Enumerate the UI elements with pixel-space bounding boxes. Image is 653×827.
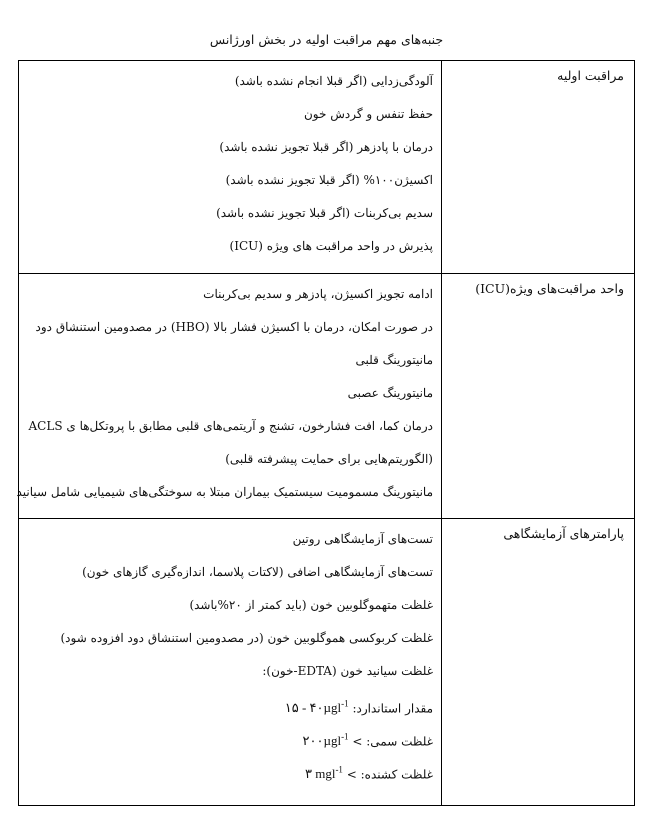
list-item: غلظت کربوکسی هموگلوبین خون (در مصدومین استنشاق دود افزوده شود) <box>60 631 433 645</box>
measure-label: غلظت کشنده: > <box>346 767 433 782</box>
measure-unit-exponent: -1 <box>335 765 343 775</box>
list-item: غلظت سیانید خون (EDTA-خون): <box>262 664 433 678</box>
table-caption: جنبه‌های مهم مراقبت اولیه در بخش اورژانس <box>209 32 444 47</box>
cyanide-lethal-level <box>25 754 433 787</box>
list-item: حفظ تنفس و گردش خون <box>303 107 433 121</box>
list-item: مانیتورینگ مسمومیت سیستمیک بیماران مبتلا به سوختگی‌های شیمیایی شامل سیانید <box>16 485 433 499</box>
measure-value <box>285 700 349 715</box>
content-cell <box>19 61 442 274</box>
measure-value <box>303 733 349 748</box>
list-item: پذیرش در واحد مراقبت های ویژه (ICU) <box>229 239 433 253</box>
list-item: اکسیژن۱۰۰% (اگر قبلا تجویز نشده باشد) <box>225 173 433 187</box>
measure-value-text: ۲۰۰µgl <box>302 733 342 749</box>
list-item: مانیتورینگ عصبی <box>347 386 433 400</box>
category-cell: مراقبت اولیه <box>442 61 635 274</box>
measure-label: غلظت سمی: > <box>352 734 433 749</box>
list-item: در صورت امکان، درمان با اکسیژن فشار بالا (HBO) در مصدومین استنشاق دود <box>35 320 433 334</box>
list-item: غلظت متهموگلوبین خون (باید کمتر از ۲۰%باشد) <box>189 598 433 612</box>
list-item: تست‌های آزمایشگاهی اضافی (لاکتات پلاسما، اندازه‌گیری گازهای خون) <box>82 565 433 579</box>
table-row <box>19 274 635 519</box>
table-row <box>19 519 635 806</box>
content-cell <box>16 274 442 519</box>
measure-unit-exponent: -1 <box>341 699 349 709</box>
measure-value-text: ۳ mgl <box>304 766 336 782</box>
table-row <box>19 61 635 274</box>
list-item: تست‌های آزمایشگاهی روتین <box>292 532 433 546</box>
cyanide-standard-level <box>25 688 433 721</box>
category-cell: واحد مراقبت‌های ویژه(ICU) <box>442 274 635 519</box>
measure-label: مقدار استاندارد: <box>352 701 433 716</box>
content-cell <box>19 519 442 806</box>
category-cell: پارامترهای آزمایشگاهی <box>442 519 635 806</box>
list-item: آلودگی‌زدایی (اگر قبلا انجام نشده باشد) <box>234 74 433 88</box>
list-item: مانیتورینگ قلبی <box>355 353 433 367</box>
measure-unit-exponent: -1 <box>341 732 349 742</box>
list-item: درمان کما، افت فشارخون، تشنج و آریتمی‌های قلبی مطابق با پروتکل‌ها ی ACLS <box>28 419 433 433</box>
list-item: درمان با پادزهر (اگر قبلا تجویز نشده باشد) <box>219 140 433 154</box>
measure-value-text: ۱۵ - ۴۰µgl <box>284 700 342 716</box>
measure-value <box>305 766 343 781</box>
list-item: سدیم بی‌کربنات (اگر قبلا تجویز نشده باشد) <box>216 206 433 220</box>
list-item: (الگوریتم‌هایی برای حمایت پیشرفته قلبی) <box>225 452 433 466</box>
care-aspects-table <box>18 60 635 806</box>
cyanide-toxic-level <box>25 721 433 754</box>
list-item: ادامه تجویز اکسیژن، پادزهر و سدیم بی‌کربنات <box>203 287 433 301</box>
